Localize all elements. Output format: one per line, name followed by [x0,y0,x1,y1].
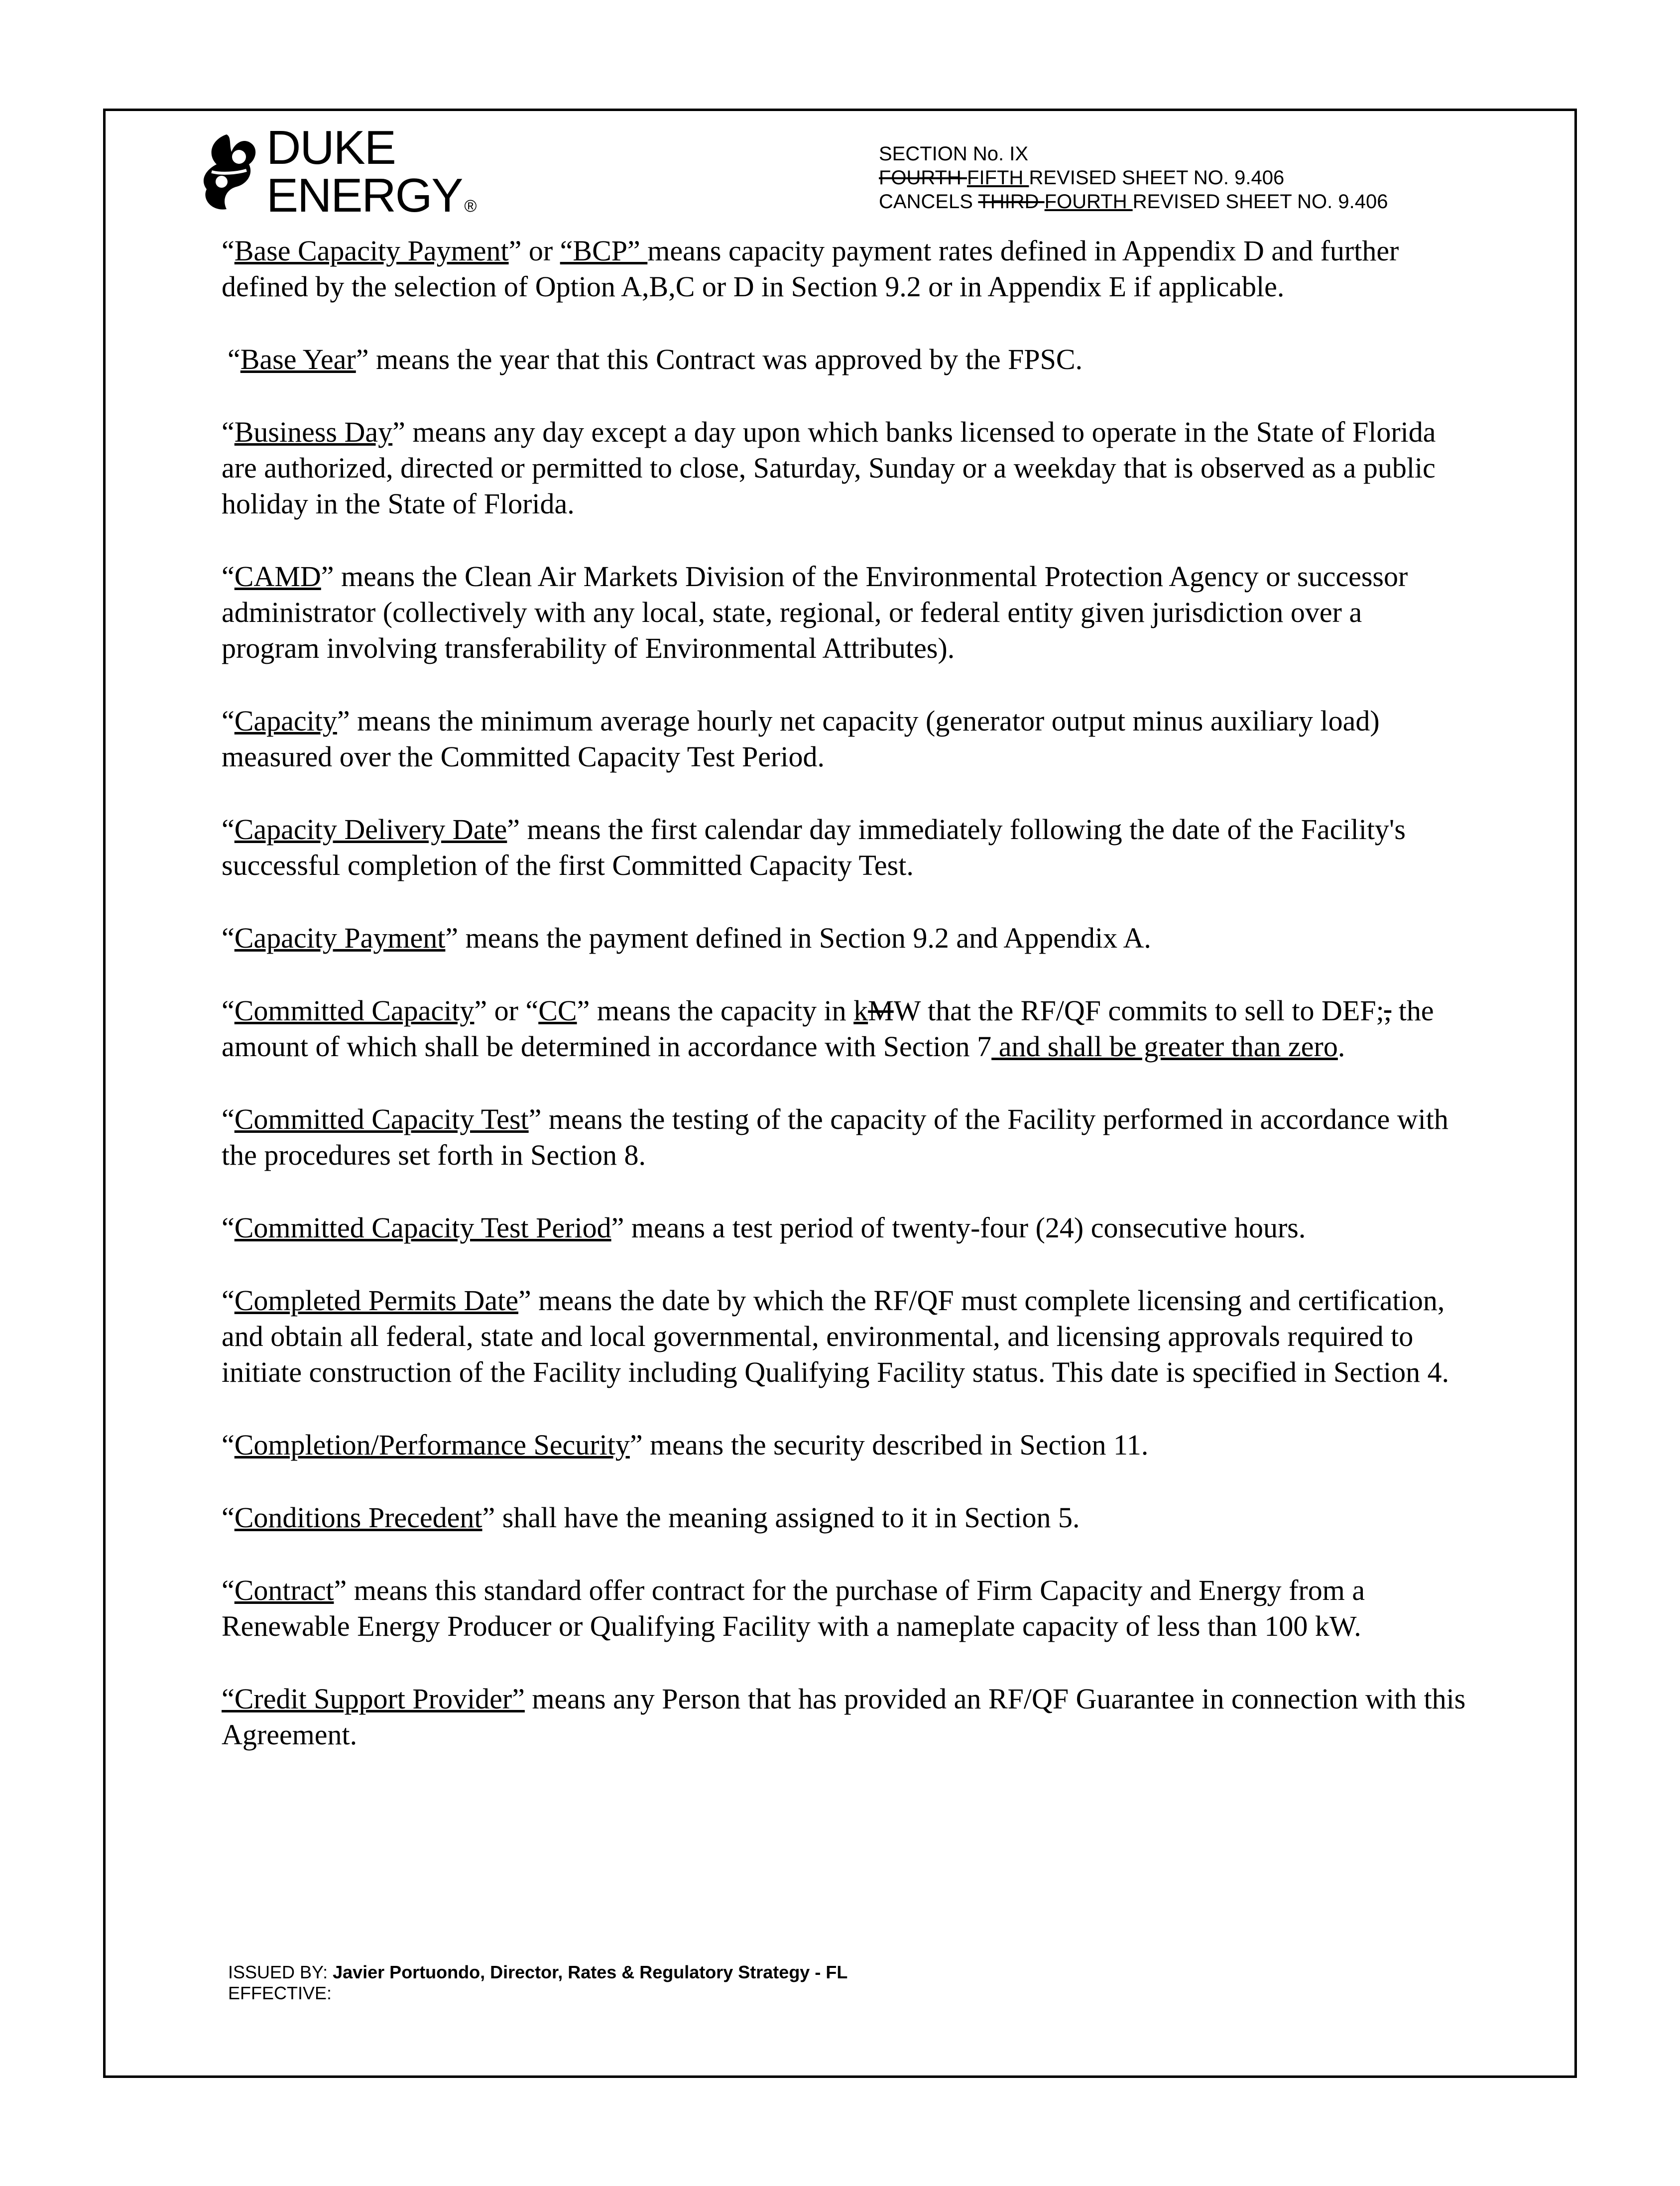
defined-term: Capacity [234,705,337,737]
defined-term: Business Day [234,416,393,448]
defined-term: Capacity Delivery Date [234,813,507,846]
definition-capacity: “Capacity” means the minimum average hourly net capacity (generator output minus auxiliary load) measured over the Committed Capacity Test Period. [222,705,1380,773]
duke-energy-logo-icon [192,124,266,219]
struck-text: , [1384,994,1392,1027]
registered-mark: ® [464,197,476,216]
sheet-header [879,142,1388,214]
inserted-text: and shall be greater than zero [991,1030,1338,1063]
revised-sheet-line: FOURTH FIFTH REVISED SHEET NO. 9.406 [879,167,1285,189]
defined-term: Committed Capacity [234,994,475,1027]
defined-term: Committed Capacity Test [234,1103,529,1135]
defined-term: Base Year [240,343,356,375]
struck-text: THIRD [978,191,1045,213]
inserted-text: ; [1376,994,1384,1027]
inserted-text: FIFTH [967,167,1029,189]
definition-base-capacity-payment: “Base Capacity Payment” or “BCP” means capacity payment rates defined in Appendix D and further defined by the selection of Option A,B,C or D in Section 9.2 or in Appendix E if applicable. [222,235,1399,303]
defined-term: “BCP” [560,235,648,267]
defined-term: Conditions Precedent [234,1501,482,1534]
issued-by-line: ISSUED BY: Javier Portuondo, Director, Rates & Regulatory Strategy - FL [228,1962,848,1982]
definition-committed-capacity: “Committed Capacity” or “CC” means the capacity in kMW that the RF/QF commits to sell to DEF;, the amount of which shall be determined in accordance with Section 7 and shall be greater than zero. [222,994,1434,1063]
defined-term: Completion/Performance Security [234,1429,630,1461]
defined-term: Completed Permits Date [234,1284,518,1317]
issuer-name: Javier Portuondo, Director, Rates & Regulatory Strategy - FL [333,1962,848,1982]
definition-business-day: “Business Day” means any day except a day upon which banks licensed to operate in the State of Florida are authorized, directed or permitted to close, Saturday, Sunday or a weekday that is observed as a public holiday in the State of Florida. [222,416,1436,520]
inserted-text: FOURTH [1044,191,1133,213]
section-number: SECTION No. IX [879,143,1029,165]
definition-conditions-precedent: “Conditions Precedent” shall have the meaning assigned to it in Section 5. [222,1501,1080,1534]
struck-text: FOURTH [879,167,967,189]
inserted-text: k [853,994,868,1027]
definition-camd: “CAMD” means the Clean Air Markets Division of the Environmental Protection Agency or successor administrator (collectively with any local, state, regional, or federal entity given jurisdiction over a program involving transferability of Environmental Attributes). [222,560,1408,664]
definition-completion-performance-security: “Completion/Performance Security” means the security described in Section 11. [222,1429,1149,1461]
definition-committed-capacity-test-period: “Committed Capacity Test Period” means a test period of twenty-four (24) consecutive hours. [222,1212,1306,1244]
definitions-list [222,233,1466,1790]
definition-capacity-delivery-date: “Capacity Delivery Date” means the first calendar day immediately following the date of the Facility's successful completion of the first Committed Capacity Test. [222,813,1406,881]
defined-term: “Credit Support Provider” [222,1683,525,1715]
defined-term: Contract [234,1574,334,1606]
issued-footer [228,1962,847,2004]
effective-line: EFFECTIVE: [228,1983,332,2003]
defined-term: CAMD [234,560,321,593]
defined-term: Committed Capacity Test Period [234,1212,611,1244]
defined-term: CC [538,994,577,1027]
logo-word-duke: DUKE [266,121,395,174]
logo-word-energy: ENERGY ® [266,169,476,222]
definition-capacity-payment: “Capacity Payment” means the payment defined in Section 9.2 and Appendix A. [222,922,1151,954]
definition-credit-support-provider: “Credit Support Provider” means any Person that has provided an RF/QF Guarantee in connection with this Agreement. [222,1683,1466,1751]
definition-contract: “Contract” means this standard offer contract for the purchase of Firm Capacity and Energy from a Renewable Energy Producer or Qualifying Facility with a nameplate capacity of less than 100 kW. [222,1574,1365,1642]
definition-completed-permits-date: “Completed Permits Date” means the date by which the RF/QF must complete licensing and certification, and obtain all federal, state and local governmental, environmental, and licensing approvals required to initiate construction of the Facility including Qualifying Facility status. This date is specified in Section 4. [222,1284,1449,1388]
defined-term: Base Capacity Payment [234,235,509,267]
definition-committed-capacity-test: “Committed Capacity Test” means the testing of the capacity of the Facility performed in accordance with the procedures set forth in Section 8. [222,1103,1448,1171]
definition-base-year: “Base Year” means the year that this Contract was approved by the FPSC. [228,343,1083,375]
cancels-sheet-line: CANCELS THIRD FOURTH REVISED SHEET NO. 9.406 [879,191,1388,213]
duke-energy-logo [192,121,476,222]
defined-term: Capacity Payment [234,922,446,954]
struck-text: M [868,994,894,1027]
